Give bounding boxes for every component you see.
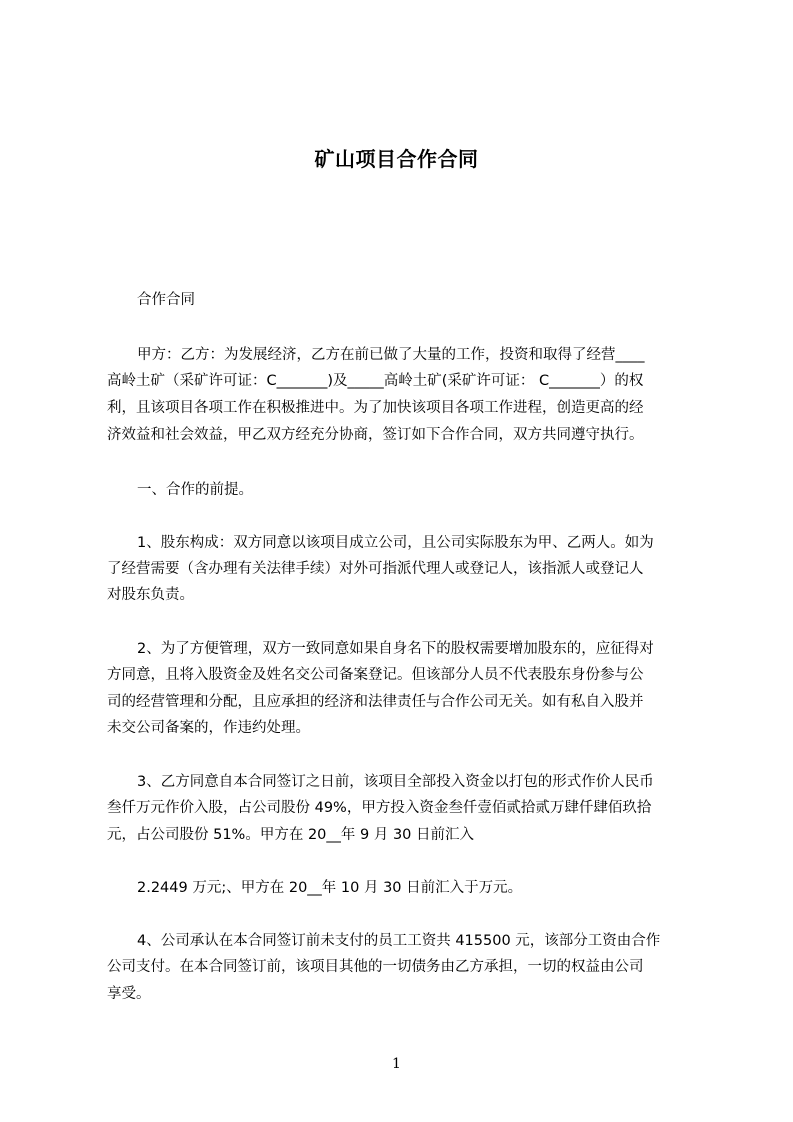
subtitle: 合作合同 xyxy=(137,292,195,308)
clause-2-line-3: 司的经营管理和分配，且应承担的经济和法律责任与合作公司无关。如有私自入股并 xyxy=(107,694,644,710)
clause-4-line-2: 公司支付。在本合同签订前，该项目其他的一切债务由乙方承担，一切的权益由公司 xyxy=(107,959,644,975)
clause-4-line-1: 4、公司承认在本合同签订前未支付的员工工资共 415500 元，该部分工资由合作 xyxy=(137,933,661,949)
section-1-heading: 一、合作的前提。 xyxy=(137,482,253,498)
intro-line-1: 甲方：乙方：为发展经济，乙方在前已做了大量的工作，投资和取得了经营____ xyxy=(137,347,645,363)
clause-2-line-2: 方同意，且将入股资金及姓名交公司备案登记。但该部分人员不代表股东身份参与公 xyxy=(107,667,644,683)
document-title: 矿山项目合作合同 xyxy=(314,147,479,171)
clause-2-line-1: 2、为了方便管理，双方一致同意如果自身名下的股权需要增加股东的，应征得对 xyxy=(137,641,654,657)
intro-line-4: 济效益和社会效益，甲乙双方经充分协商，签订如下合作合同，双方共同遵守执行。 xyxy=(107,427,644,443)
clause-1-line-3: 对股东负责。 xyxy=(107,587,194,603)
clause-3-continuation: 2.2449 万元;、甲方在 20__年 10 月 30 日前汇入于万元。 xyxy=(137,880,523,896)
page-number: 1 xyxy=(392,1056,401,1072)
clause-3-line-1: 3、乙方同意自本合同签订之日前，该项目全部投入资金以打包的形式作价人民币 xyxy=(137,774,654,790)
intro-line-2: 高岭土矿（采矿许可证：C_______)及_____高岭土矿(采矿许可证： C_______）的权 xyxy=(107,373,644,389)
clause-4-line-3: 享受。 xyxy=(107,986,151,1002)
clause-2-line-4: 未交公司备案的，作违约处理。 xyxy=(107,720,310,736)
clause-1-line-1: 1、股东构成：双方同意以该项目成立公司，且公司实际股东为甲、乙两人。如为 xyxy=(137,535,654,551)
clause-3-line-2: 叁仟万元作价入股，占公司股份 49%，甲方投入资金叁仟壹佰贰拾贰万肆仟肆佰玖拾 xyxy=(107,800,652,816)
intro-line-3: 利，且该项目各项工作在积极推进中。为了加快该项目各项工作进程，创造更高的经 xyxy=(107,400,644,416)
clause-1-line-2: 了经营需要（含办理有关法律手续）对外可指派代理人或登记人，该指派人或登记人 xyxy=(107,561,644,577)
clause-3-line-3: 元，占公司股份 51%。甲方在 20__年 9 月 30 日前汇入 xyxy=(107,827,475,843)
